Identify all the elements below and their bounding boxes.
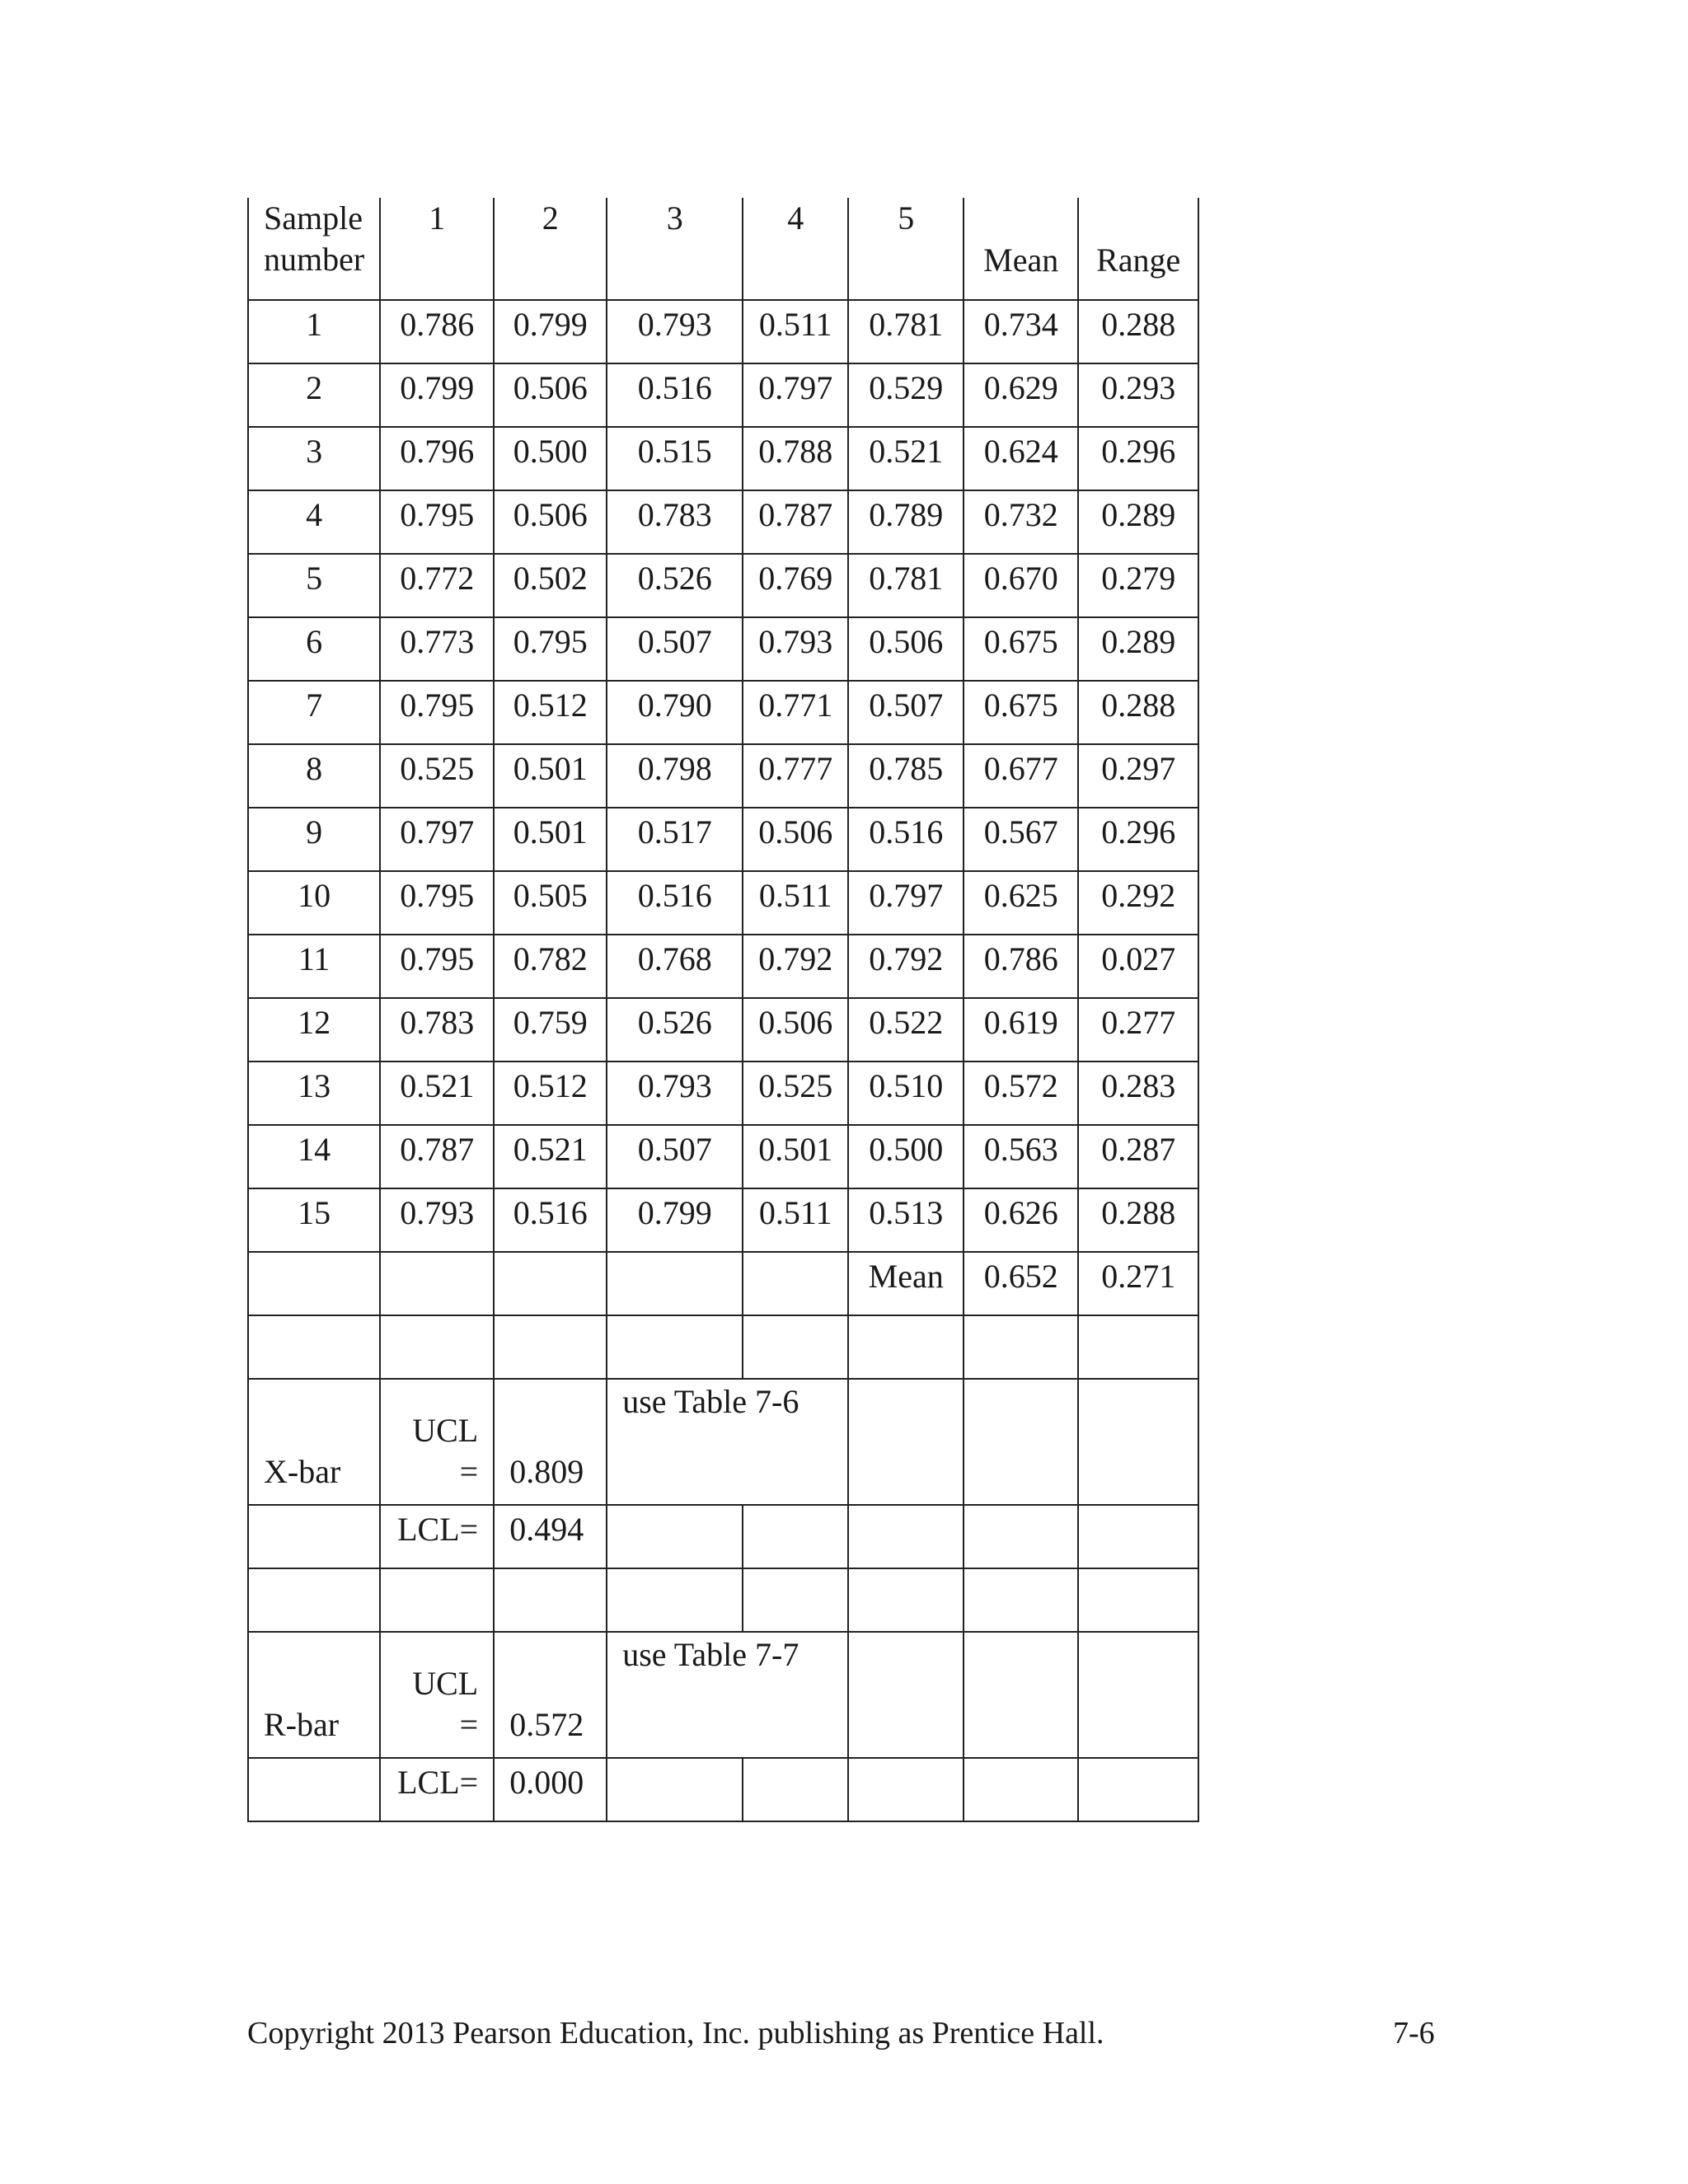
mean-cell: 0.675 [964, 617, 1078, 681]
value-cell: 0.506 [494, 363, 607, 427]
value-cell: 0.516 [607, 363, 743, 427]
header-range: Range [1078, 198, 1198, 300]
value-cell: 0.793 [607, 300, 743, 363]
sample-number-cell: 15 [248, 1188, 380, 1252]
xbar-ucl-label-text: UCL [412, 1412, 479, 1449]
empty-cell [248, 1505, 380, 1568]
value-cell: 0.511 [743, 1188, 848, 1252]
value-cell: 0.787 [380, 1125, 494, 1188]
value-cell: 0.795 [380, 681, 494, 744]
value-cell: 0.500 [848, 1125, 964, 1188]
value-cell: 0.788 [743, 427, 848, 490]
mean-cell: 0.619 [964, 998, 1078, 1062]
empty-cell [380, 1315, 494, 1379]
empty-cell [380, 1252, 494, 1315]
value-cell: 0.502 [494, 554, 607, 617]
value-cell: 0.777 [743, 744, 848, 808]
mean-cell: 0.675 [964, 681, 1078, 744]
value-cell: 0.526 [607, 998, 743, 1062]
value-cell: 0.515 [607, 427, 743, 490]
mean-cell: 0.567 [964, 808, 1078, 871]
value-cell: 0.789 [848, 490, 964, 554]
empty-cell [494, 1252, 607, 1315]
empty-cell [1078, 1568, 1198, 1632]
empty-cell [380, 1568, 494, 1632]
empty-cell [1078, 1315, 1198, 1379]
empty-cell [248, 1315, 380, 1379]
table-row [248, 744, 1198, 808]
value-cell: 0.768 [607, 935, 743, 998]
rbar-ucl-row [248, 1632, 1198, 1758]
empty-cell [848, 1505, 964, 1568]
sample-number-cell: 8 [248, 744, 380, 808]
mean-cell: 0.670 [964, 554, 1078, 617]
table-row [248, 490, 1198, 554]
blank-row [248, 1315, 1198, 1379]
rbar-ucl-equals: = [459, 1706, 479, 1743]
rbar-lcl-value: 0.000 [494, 1758, 607, 1821]
value-cell: 0.781 [848, 300, 964, 363]
table-row [248, 554, 1198, 617]
mean-cell: 0.625 [964, 871, 1078, 935]
empty-cell [248, 1758, 380, 1821]
table-row [248, 363, 1198, 427]
value-cell: 0.506 [743, 998, 848, 1062]
value-cell: 0.783 [607, 490, 743, 554]
mean-cell: 0.732 [964, 490, 1078, 554]
header-col-1: 1 [380, 198, 494, 300]
value-cell: 0.782 [494, 935, 607, 998]
rbar-label: R-bar [248, 1632, 380, 1758]
value-cell: 0.511 [743, 871, 848, 935]
value-cell: 0.521 [848, 427, 964, 490]
empty-cell [964, 1379, 1078, 1505]
empty-cell [964, 1568, 1078, 1632]
sample-number-cell: 3 [248, 427, 380, 490]
sample-number-cell: 1 [248, 300, 380, 363]
grand-mean-value: 0.652 [964, 1252, 1078, 1315]
header-mean: Mean [964, 198, 1078, 300]
range-cell: 0.289 [1078, 490, 1198, 554]
value-cell: 0.797 [380, 808, 494, 871]
value-cell: 0.759 [494, 998, 607, 1062]
empty-cell [607, 1252, 743, 1315]
sample-number-cell: 14 [248, 1125, 380, 1188]
summary-label: Mean [848, 1252, 964, 1315]
value-cell: 0.525 [743, 1062, 848, 1125]
rbar-table-note: use Table 7-7 [607, 1632, 848, 1758]
value-cell: 0.521 [380, 1062, 494, 1125]
range-cell: 0.293 [1078, 363, 1198, 427]
sample-number-cell: 11 [248, 935, 380, 998]
xbar-label: X-bar [248, 1379, 380, 1505]
rbar-lcl-row [248, 1758, 1198, 1821]
value-cell: 0.797 [848, 871, 964, 935]
header-col-3: 3 [607, 198, 743, 300]
summary-row [248, 1252, 1198, 1315]
xbar-ucl-equals: = [459, 1453, 479, 1490]
sample-number-cell: 13 [248, 1062, 380, 1125]
empty-cell [848, 1315, 964, 1379]
xbar-lcl-label: LCL= [380, 1505, 494, 1568]
footer-copyright: Copyright 2013 Pearson Education, Inc. publishing as Prentice Hall. [247, 2016, 1104, 2050]
table-row [248, 1062, 1198, 1125]
empty-cell [607, 1505, 743, 1568]
value-cell: 0.507 [607, 1125, 743, 1188]
value-cell: 0.795 [494, 617, 607, 681]
value-cell: 0.501 [743, 1125, 848, 1188]
value-cell: 0.529 [848, 363, 964, 427]
value-cell: 0.793 [607, 1062, 743, 1125]
value-cell: 0.501 [494, 808, 607, 871]
empty-cell [1078, 1632, 1198, 1758]
xbar-ucl-row [248, 1379, 1198, 1505]
value-cell: 0.797 [743, 363, 848, 427]
empty-cell [248, 1252, 380, 1315]
empty-cell [964, 1632, 1078, 1758]
empty-cell [743, 1568, 848, 1632]
range-cell: 0.296 [1078, 427, 1198, 490]
value-cell: 0.512 [494, 681, 607, 744]
empty-cell [964, 1505, 1078, 1568]
empty-cell [848, 1379, 964, 1505]
value-cell: 0.516 [494, 1188, 607, 1252]
sample-number-cell: 4 [248, 490, 380, 554]
empty-cell [743, 1252, 848, 1315]
empty-cell [1078, 1379, 1198, 1505]
value-cell: 0.505 [494, 871, 607, 935]
mean-cell: 0.572 [964, 1062, 1078, 1125]
value-cell: 0.769 [743, 554, 848, 617]
value-cell: 0.799 [494, 300, 607, 363]
mean-cell: 0.629 [964, 363, 1078, 427]
value-cell: 0.525 [380, 744, 494, 808]
sample-number-cell: 2 [248, 363, 380, 427]
value-cell: 0.521 [494, 1125, 607, 1188]
table-row [248, 1188, 1198, 1252]
value-cell: 0.783 [380, 998, 494, 1062]
range-cell: 0.277 [1078, 998, 1198, 1062]
value-cell: 0.510 [848, 1062, 964, 1125]
value-cell: 0.795 [380, 490, 494, 554]
value-cell: 0.787 [743, 490, 848, 554]
value-cell: 0.790 [607, 681, 743, 744]
sample-number-cell: 10 [248, 871, 380, 935]
rbar-ucl-label-text: UCL [412, 1665, 479, 1702]
xbar-ucl-value: 0.809 [494, 1379, 607, 1505]
xbar-ucl-label [380, 1379, 494, 1505]
header-col-5: 5 [848, 198, 964, 300]
mean-cell: 0.563 [964, 1125, 1078, 1188]
value-cell: 0.522 [848, 998, 964, 1062]
value-cell: 0.786 [380, 300, 494, 363]
value-cell: 0.792 [743, 935, 848, 998]
value-cell: 0.516 [848, 808, 964, 871]
rbar-ucl-label [380, 1632, 494, 1758]
empty-cell [607, 1568, 743, 1632]
value-cell: 0.506 [743, 808, 848, 871]
value-cell: 0.506 [494, 490, 607, 554]
empty-cell [494, 1315, 607, 1379]
empty-cell [1078, 1758, 1198, 1821]
value-cell: 0.501 [494, 744, 607, 808]
empty-cell [494, 1568, 607, 1632]
range-cell: 0.287 [1078, 1125, 1198, 1188]
xbar-table-note: use Table 7-6 [607, 1379, 848, 1505]
value-cell: 0.781 [848, 554, 964, 617]
empty-cell [848, 1632, 964, 1758]
rbar-ucl-value: 0.572 [494, 1632, 607, 1758]
empty-cell [848, 1568, 964, 1632]
empty-cell [743, 1505, 848, 1568]
value-cell: 0.771 [743, 681, 848, 744]
range-cell: 0.027 [1078, 935, 1198, 998]
header-sample-number: Sample number [248, 198, 380, 300]
control-chart-table [247, 198, 1199, 1822]
empty-cell [848, 1758, 964, 1821]
header-col-4: 4 [743, 198, 848, 300]
empty-cell [248, 1568, 380, 1632]
value-cell: 0.795 [380, 871, 494, 935]
value-cell: 0.799 [607, 1188, 743, 1252]
table-row [248, 1125, 1198, 1188]
value-cell: 0.785 [848, 744, 964, 808]
value-cell: 0.516 [607, 871, 743, 935]
mean-cell: 0.786 [964, 935, 1078, 998]
rbar-lcl-label: LCL= [380, 1758, 494, 1821]
value-cell: 0.517 [607, 808, 743, 871]
value-cell: 0.506 [848, 617, 964, 681]
table-row [248, 808, 1198, 871]
sample-number-cell: 12 [248, 998, 380, 1062]
table-row [248, 681, 1198, 744]
value-cell: 0.526 [607, 554, 743, 617]
range-cell: 0.289 [1078, 617, 1198, 681]
value-cell: 0.798 [607, 744, 743, 808]
mean-cell: 0.677 [964, 744, 1078, 808]
range-cell: 0.279 [1078, 554, 1198, 617]
value-cell: 0.799 [380, 363, 494, 427]
empty-cell [607, 1315, 743, 1379]
value-cell: 0.796 [380, 427, 494, 490]
value-cell: 0.511 [743, 300, 848, 363]
empty-cell [964, 1758, 1078, 1821]
range-cell: 0.283 [1078, 1062, 1198, 1125]
blank-row [248, 1568, 1198, 1632]
mean-cell: 0.626 [964, 1188, 1078, 1252]
value-cell: 0.795 [380, 935, 494, 998]
value-cell: 0.512 [494, 1062, 607, 1125]
empty-cell [964, 1315, 1078, 1379]
table-row [248, 300, 1198, 363]
empty-cell [743, 1315, 848, 1379]
sample-number-cell: 5 [248, 554, 380, 617]
value-cell: 0.500 [494, 427, 607, 490]
range-cell: 0.288 [1078, 1188, 1198, 1252]
value-cell: 0.513 [848, 1188, 964, 1252]
table-row [248, 998, 1198, 1062]
range-cell: 0.292 [1078, 871, 1198, 935]
mean-cell: 0.624 [964, 427, 1078, 490]
table-row [248, 935, 1198, 998]
table-row [248, 871, 1198, 935]
page-number: 7-6 [1393, 2016, 1435, 2050]
table-row [248, 617, 1198, 681]
empty-cell [1078, 1505, 1198, 1568]
value-cell: 0.792 [848, 935, 964, 998]
range-cell: 0.288 [1078, 300, 1198, 363]
range-cell: 0.297 [1078, 744, 1198, 808]
sample-number-cell: 6 [248, 617, 380, 681]
value-cell: 0.507 [848, 681, 964, 744]
xbar-lcl-value: 0.494 [494, 1505, 607, 1568]
range-cell: 0.296 [1078, 808, 1198, 871]
header-col-2: 2 [494, 198, 607, 300]
mean-cell: 0.734 [964, 300, 1078, 363]
range-cell: 0.288 [1078, 681, 1198, 744]
value-cell: 0.793 [380, 1188, 494, 1252]
sample-number-cell: 7 [248, 681, 380, 744]
xbar-lcl-row [248, 1505, 1198, 1568]
mean-range-value: 0.271 [1078, 1252, 1198, 1315]
sample-number-cell: 9 [248, 808, 380, 871]
empty-cell [743, 1758, 848, 1821]
header-row [248, 198, 1198, 300]
value-cell: 0.772 [380, 554, 494, 617]
table-body [248, 198, 1198, 1821]
table-row [248, 427, 1198, 490]
value-cell: 0.793 [743, 617, 848, 681]
value-cell: 0.773 [380, 617, 494, 681]
empty-cell [607, 1758, 743, 1821]
value-cell: 0.507 [607, 617, 743, 681]
